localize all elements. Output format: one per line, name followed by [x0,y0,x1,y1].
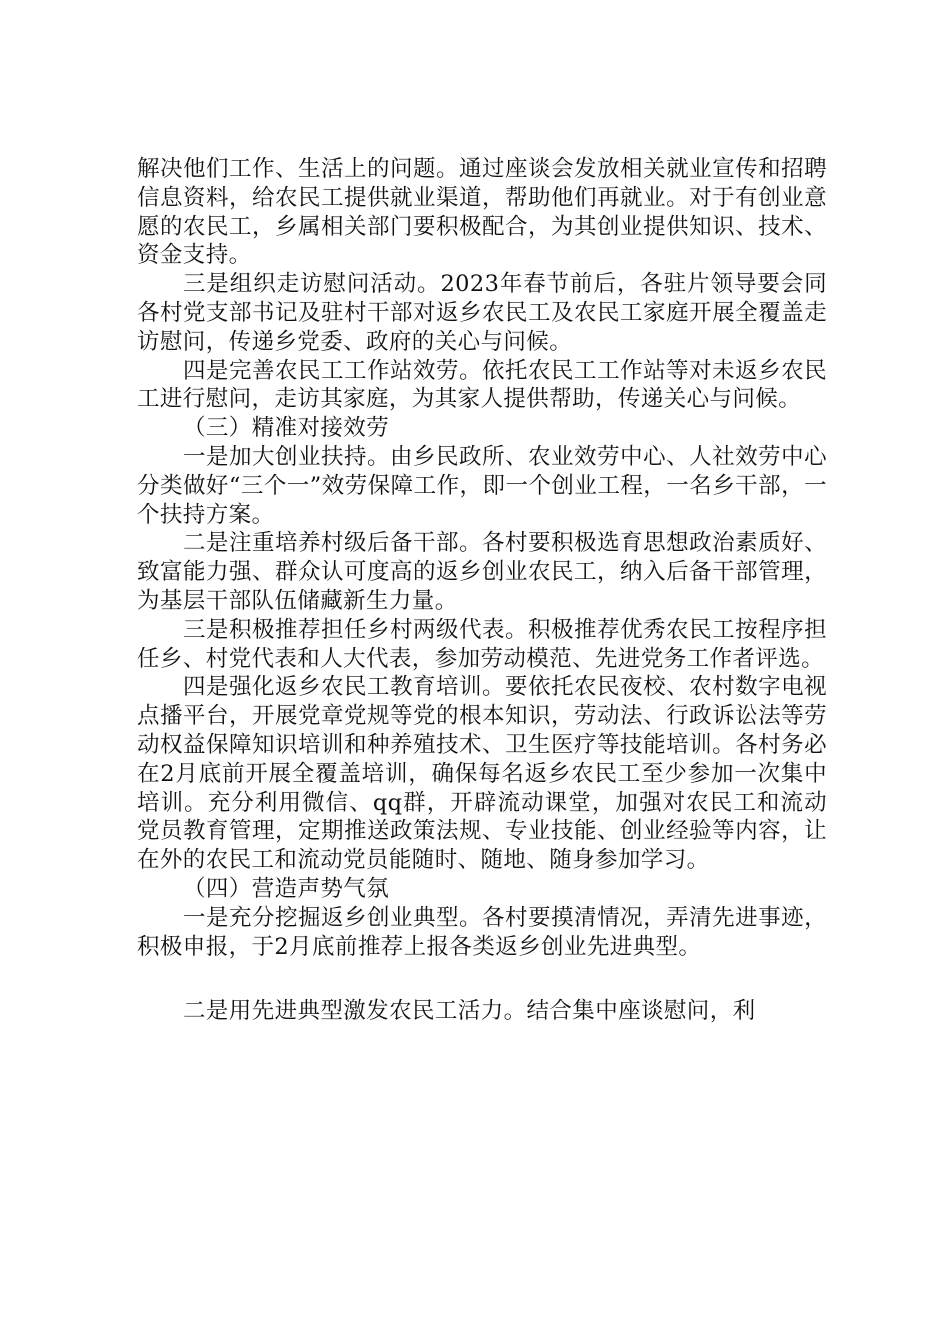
section-heading-precise-service: （三）精准对接效劳 [183,415,390,442]
paragraph-continuation: 解决他们工作、生活上的问题。通过座谈会发放相关就业宣传和招聘信息资料，给农民工提供就业渠道，帮助他们再就业。对于有创业意愿的农民工，乡属相关部门要积极配合，为其创业提供知识、技术、资金支持。 [137,156,827,269]
paragraph-typical-cases: 一是充分挖掘返乡创业典型。各村要摸清情况，弄清先进事迹，积极申报，于2月底前推荐上报各类返乡创业先进典型。 [137,904,827,960]
paragraph-inspire-vitality: 二是用先进典型激发农民工活力。结合集中座谈慰问，利 [183,998,756,1025]
paragraph-visit-activity: 三是组织走访慰问活动。2023年春节前后，各驻片领导要会同各村党支部书记及驻村干部对返乡农民工及农民工家庭开展全覆盖走访慰问，传递乡党委、政府的关心与问候。 [137,271,827,355]
section-heading-atmosphere: （四）营造声势气氛 [183,875,390,902]
paragraph-gap [137,961,827,997]
document-body [137,155,827,1026]
paragraph-workstation-service: 四是完善农民工工作站效劳。依托农民工工作站等对未返乡农民工进行慰问，走访其家庭，为其家人提供帮助，传递关心与问候。 [137,357,827,413]
paragraph-training: 四是强化返乡农民工教育培训。要依托农民夜校、农村数字电视点播平台，开展党章党规等党的根本知识，劳动法、行政诉讼法等劳动权益保障知识培训和种养殖技术、卫生医疗等技能培训。各村务必在2月底前开展全覆盖培训，确保每名返乡农民工至少参加一次集中培训。充分利用微信、qq群，开辟流动课堂，加强对农民工和流动党员教育管理，定期推送政策法规、专业技能、创业经验等内容，让在外的农民工和流动党员能随时、随地、随身参加学习。 [137,674,827,874]
paragraph-representatives: 三是积极推荐担任乡村两级代表。积极推荐优秀农民工按程序担任乡、村党代表和人大代表，参加劳动模范、先进党务工作者评选。 [137,616,827,672]
paragraph-reserve-cadres: 二是注重培养村级后备干部。各村要积极选育思想政治素质好、致富能力强、群众认可度高的返乡创业农民工，纳入后备干部管理，为基层干部队伍储藏新生力量。 [137,530,827,614]
paragraph-entrepreneurship-support: 一是加大创业扶持。由乡民政所、农业效劳中心、人社效劳中心分类做好“三个一”效劳保障工作，即一个创业工程，一名乡干部，一个扶持方案。 [137,443,827,528]
